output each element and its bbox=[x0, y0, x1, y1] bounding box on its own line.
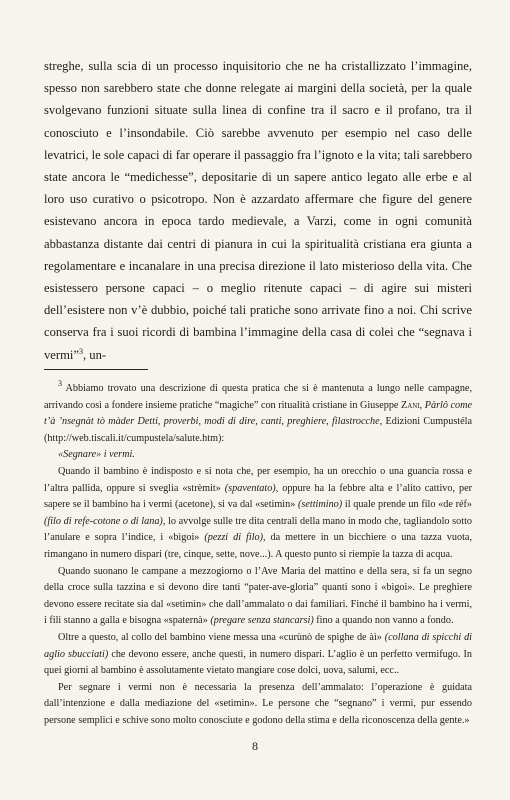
quoted-paragraph-1: Quando il bambino è indisposto e si nota che, per esempio, ha un orecchio o una guancia rossa e l’altra pallida, oppure si sveglia «strèmit» (spaventato), oppure ha la febbre alta e l’alito cattivo, per sapere se il bambino ha i vermi (acetone), si va dal «setimìn» (settimino) il quale prende un filo «de réf» (filo di refe-cotone o di lana), lo avvolge sulle tre dita centrali della mano in modo che, tagliandolo sotto l’anulare e sopra l’indice, i «bìgoi» (pezzi di filo), da mettere in un bicchiere o una tazza vuota, rimangano in numero dispari (tre, cinque, sette, nove...). A questo punto si riempie la tazza di acqua. bbox=[44, 465, 473, 560]
quoted-heading: «Segnare» i vermi. bbox=[58, 449, 135, 461]
quoted-paragraph-3: Oltre a questo, al collo del bambino viene messa una «curùnò de spighe de àì» (collana di spicchi di aglio sbucciati) che devono essere, anche questi, in numero dispari. L’aglio è un perfetto vermifugo. In quei giorni al bambino è assolutamente vietato mangiare cose dolci, uova, salumi, ecc.. bbox=[44, 631, 473, 677]
author-name: Zani bbox=[400, 399, 420, 411]
quoted-paragraph-4: Per segnare i vermi non è necessaria la presenza dell’ammalato: l’operazione è guidata dall’intenzione e dalla mediazione del «setimìn». Le persone che “segnano” i vermi, pur essendo persone semplici e schive sono molto conosciute e godono della stima e della riconoscenza della gente.» bbox=[44, 681, 472, 726]
footnote-reference: 3 bbox=[78, 346, 83, 356]
book-title: Pàrlô come t’à ’nsegnàt tò màder Detti, proverbi, modi di dire, canti, preghiere, filastrocche bbox=[44, 399, 472, 428]
footnote-separator bbox=[44, 369, 148, 370]
footnote-intro: $^3$ Abbiamo trovato una descrizione di questa pratica che si è mantenuta a lungo nelle campagne, arrivando così a fondere insieme pratiche “magiche” con ritualità cristiane in Giuseppe Zani, Pàrlô come t’à ’nsegnàt tò màder Detti, proverbi, modi di dire, canti, preghiere, filastrocche, Edizioni Cumpustéla (http://web.tiscali.it/cumpustela/salute.htm): bbox=[44, 379, 473, 444]
main-text bbox=[44, 55, 472, 366]
footnote bbox=[44, 381, 472, 729]
body-paragraph: streghe, sulla scia di un processo inquisitorio che ne ha cristallizzato l’immagine, spesso non sarebbero state che donne relegate ai margini della società, per la quale svolgevano funzioni situate sulla linea di confine tra il sacro e il profano, tra il conosciuto e l’insondabile. Ciò sarebbe avvenuto per esempio nel caso delle levatrici, le sole capaci di far operare il passaggio fra l’ignoto e la vita; tali sarebbero state ancora le “medichesse”, depositarie di un sapere antico legato alle erbe e al loro uso curativo o psicotropo. Non è azzardato affermare che figure del genere esistevano ancora in epoca tardo medievale, a Varzi, come in ogni comunità abbastanza distante dai centri di pianura in cui la spiritualità cristiana era giunta a regolamentare e incanalare in una precisa direzione il lato misterioso della vita. Che esistessero persone capaci – o meglio ritenute capaci – di agire sui misteri dell’esistere non v’è dubbio, poiché tali pratiche sono arrivate fino a noi. Chi scrive conserva fra i suoi ricordi di bambina l’immagine della casa di colei che “segnava i vermi”$^3$, un- bbox=[44, 59, 472, 362]
page-number: 8 bbox=[252, 739, 258, 753]
quoted-paragraph-2: Quando suonano le campane a mezzogiorno o l’Ave Maria del mattino e della sera, si fa un segno della croce sulla tazzina e si devono dire tanti “pater-ave-gloria” quanti sono i «bìgoi». Le preghiere devono essere recitate sia dal «setimìn» che dall’ammalato o dai familiari. Finché il bambino ha i vermi, i fili stanno a galla e bisogna «spaternà» (pregare senza stancarsi) fino a quando non vanno a fondo. bbox=[44, 565, 472, 627]
footnote-number: 3 bbox=[58, 379, 62, 388]
